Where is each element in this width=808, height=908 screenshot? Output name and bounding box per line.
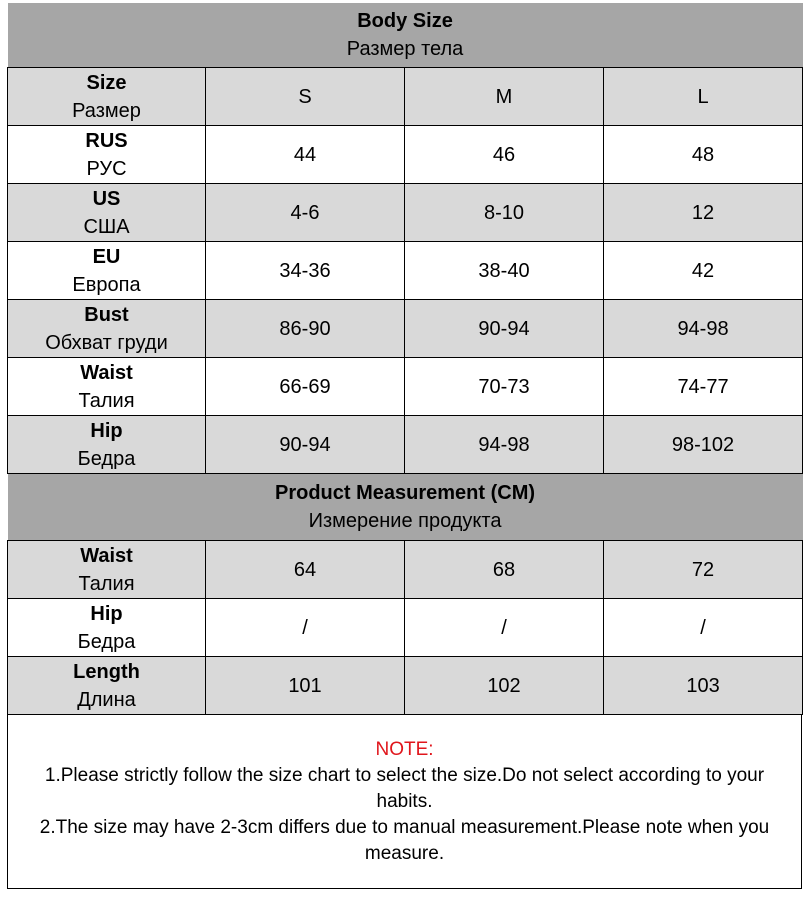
table-row-waist <box>8 358 803 416</box>
cell: / <box>604 599 803 657</box>
note-line-1: 1.Please strictly follow the size chart to select the size.Do not select according to your habits. <box>44 764 765 812</box>
row-label-ru: Обхват груди <box>45 331 168 354</box>
cell: 101 <box>206 657 405 715</box>
table-row-product-hip <box>8 599 803 657</box>
cell: 4-6 <box>206 184 405 242</box>
cell: 86-90 <box>206 300 405 358</box>
row-label: US <box>92 187 121 210</box>
row-label-ru: Бедра <box>77 447 136 470</box>
size-l: L <box>604 68 803 126</box>
cell: 64 <box>206 541 405 599</box>
cell: 90-94 <box>405 300 604 358</box>
cell: 72 <box>604 541 803 599</box>
cell: 94-98 <box>405 416 604 474</box>
cell: 48 <box>604 126 803 184</box>
row-label-ru: США <box>83 215 130 238</box>
cell: 90-94 <box>206 416 405 474</box>
note-title: NOTE: <box>375 738 434 760</box>
cell: 44 <box>206 126 405 184</box>
size-chart <box>7 3 802 889</box>
cell: 34-36 <box>206 242 405 300</box>
size-s: S <box>206 68 405 126</box>
size-header-row <box>8 68 803 126</box>
body-size-title-ru: Размер тела <box>346 38 464 60</box>
cell: 42 <box>604 242 803 300</box>
table-row-rus <box>8 126 803 184</box>
table-row-product-length <box>8 657 803 715</box>
body-size-header <box>8 3 803 68</box>
note-box <box>7 715 802 889</box>
cell: / <box>405 599 604 657</box>
row-label: EU <box>92 245 121 268</box>
size-m: M <box>405 68 604 126</box>
row-label: Hip <box>90 602 123 625</box>
row-label-ru: Талия <box>78 572 135 595</box>
body-size-table <box>7 3 803 715</box>
row-label-ru: Размер <box>72 99 141 122</box>
table-row-bust <box>8 300 803 358</box>
row-label-ru: Европа <box>72 273 141 296</box>
cell: 12 <box>604 184 803 242</box>
note-line-2: 2.The size may have 2-3cm differs due to manual measurement.Please note when you measure. <box>39 816 770 864</box>
row-label-ru: РУС <box>86 157 127 180</box>
cell: 102 <box>405 657 604 715</box>
cell: 38-40 <box>405 242 604 300</box>
cell: 74-77 <box>604 358 803 416</box>
cell: 68 <box>405 541 604 599</box>
table-row-us <box>8 184 803 242</box>
table-row-product-waist <box>8 541 803 599</box>
row-label: Hip <box>90 419 123 442</box>
row-label: Size <box>86 71 127 94</box>
cell: 98-102 <box>604 416 803 474</box>
cell: 46 <box>405 126 604 184</box>
row-label: Bust <box>84 303 129 326</box>
product-measurement-title-ru: Измерение продукта <box>308 510 502 532</box>
row-label: RUS <box>85 129 128 152</box>
table-row-hip <box>8 416 803 474</box>
cell: / <box>206 599 405 657</box>
row-label: Waist <box>80 544 133 567</box>
row-label: Waist <box>80 361 133 384</box>
product-measurement-header <box>8 474 803 541</box>
table-row-eu <box>8 242 803 300</box>
row-label: Length <box>73 660 140 683</box>
row-label-ru: Бедра <box>77 630 136 653</box>
cell: 94-98 <box>604 300 803 358</box>
cell: 8-10 <box>405 184 604 242</box>
cell: 103 <box>604 657 803 715</box>
row-label-ru: Длина <box>77 688 136 711</box>
body-size-title: Body Size <box>357 10 453 32</box>
row-label-ru: Талия <box>78 389 135 412</box>
product-measurement-title: Product Measurement (CM) <box>275 482 536 504</box>
cell: 66-69 <box>206 358 405 416</box>
cell: 70-73 <box>405 358 604 416</box>
